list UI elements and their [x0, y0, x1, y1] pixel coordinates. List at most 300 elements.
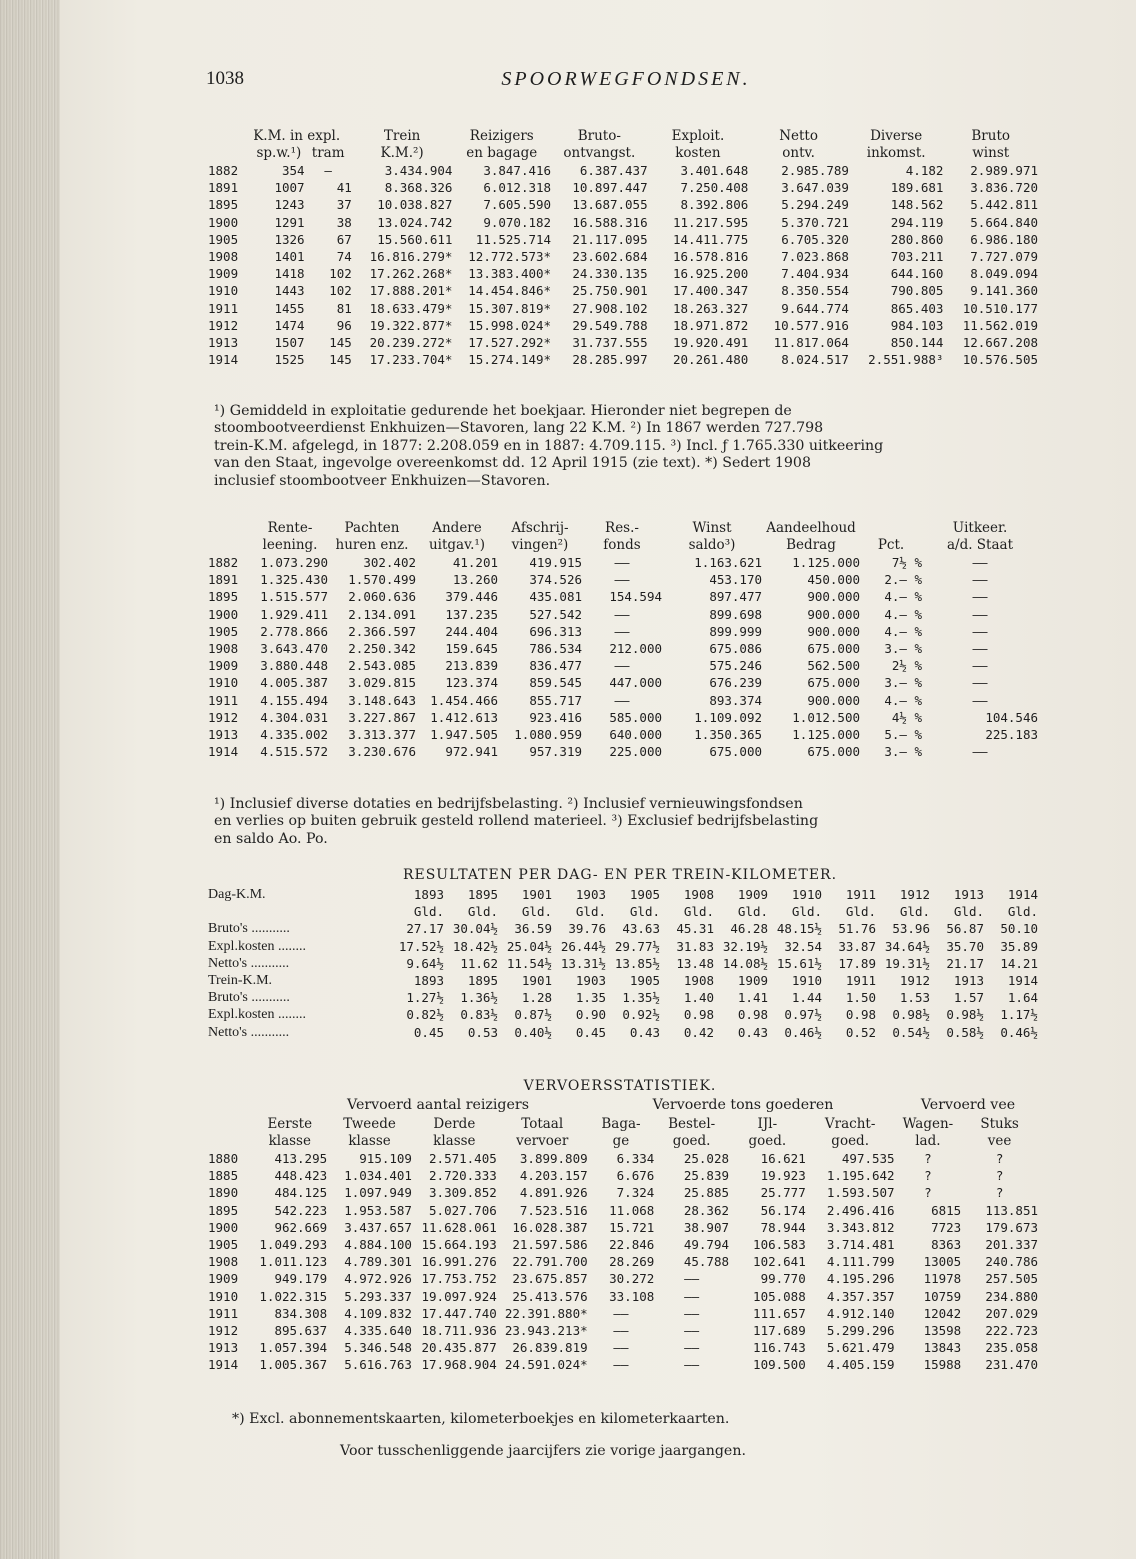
header-cell: a/d. Staat — [946, 537, 1014, 553]
header-cell: ontvangst. — [563, 145, 636, 161]
table-cell: 2.571.405 — [429, 1151, 497, 1166]
table-cell: 4.335.002 — [260, 727, 328, 743]
table-cell: 527.542 — [529, 606, 582, 622]
table-cell: 7.324 — [616, 1185, 655, 1201]
table-cell: 29.77½ — [614, 938, 660, 954]
header-cell: kosten — [675, 145, 721, 161]
table-cell: —— — [972, 658, 988, 674]
row-label: 1910 — [208, 283, 239, 299]
table-cell: 3.230.676 — [348, 744, 416, 760]
table-cell: 14.454.846* — [468, 283, 552, 299]
table-cell: 13.31½ — [560, 955, 606, 971]
table-cell: 45.788 — [683, 1254, 729, 1270]
table-cell: 36.59 — [514, 921, 552, 937]
table-cell: 17.447.740 — [421, 1305, 497, 1321]
table-cell: 5.346.548 — [344, 1340, 412, 1356]
table-cell: 899.698 — [709, 606, 762, 622]
header-row — [208, 520, 1038, 537]
table-cell: 1.28 — [521, 990, 552, 1006]
row-label: 1913 — [208, 727, 239, 743]
table-cell: 189.681 — [890, 180, 944, 196]
header-cell: klasse — [268, 1133, 311, 1149]
table-row — [208, 938, 1038, 955]
table-cell: 1.097.949 — [344, 1185, 412, 1201]
table-cell: 15.61½ — [776, 955, 822, 971]
table-cell: 5.293.337 — [344, 1288, 412, 1304]
table-cell: 25.413.576 — [512, 1288, 588, 1304]
table-cell: 15.998.024* — [468, 317, 552, 333]
table-cell: 4.515.572 — [260, 744, 328, 760]
table-cell: 703.211 — [890, 249, 944, 265]
table-cell: 3.313.377 — [348, 727, 416, 743]
table-cell: 225.183 — [985, 727, 1038, 743]
table-row — [208, 265, 1038, 282]
table-cell: 240.786 — [985, 1254, 1038, 1270]
table-cell: 1913 — [953, 973, 984, 989]
table-cell: 25.777 — [760, 1185, 806, 1201]
row-label: 1911 — [208, 692, 239, 708]
table-cell: 2.989.971 — [970, 163, 1038, 178]
table-cell: 1.515.577 — [260, 589, 328, 605]
table-row — [208, 743, 1038, 760]
table-cell: 949.179 — [274, 1271, 328, 1287]
table-cell: ? — [995, 1151, 1004, 1166]
header-cell: Andere — [432, 520, 482, 536]
table-cell: 29.549.788 — [572, 317, 648, 333]
table-cell: Gld. — [413, 904, 444, 920]
table-cell: Gld. — [899, 904, 930, 920]
table-cell: 213.839 — [445, 658, 498, 674]
table-cell: 13.260 — [452, 572, 498, 588]
table-cell: 4.— % — [884, 606, 922, 622]
table-cell: 30.04½ — [452, 921, 498, 937]
table-cell: 1.53 — [899, 990, 930, 1006]
row-label: 1909 — [208, 658, 239, 674]
table-cell: 3.647.039 — [781, 180, 849, 196]
footnote-line: trein-K.M. afgelegd, in 1877: 2.208.059 en in 1887: 4.709.115. ³) Incl. ƒ 1.765.330 uitkeering — [214, 437, 884, 454]
row-label: 1900 — [208, 1219, 239, 1235]
header-cell: winst — [972, 145, 1010, 161]
row-label: 1905 — [208, 231, 239, 247]
table-cell: 18.263.327 — [673, 300, 749, 316]
header-cell: Diverse — [870, 128, 923, 144]
table-cell: 25.839 — [683, 1168, 729, 1184]
table-cell: 4.109.832 — [344, 1305, 412, 1321]
row-label: 1882 — [208, 555, 239, 570]
table-cell: 33.87 — [838, 938, 876, 954]
row-label: 1912 — [208, 317, 239, 333]
table-row — [208, 1253, 1038, 1270]
table-cell: 13.024.742 — [377, 214, 453, 230]
table-cell: 212.000 — [609, 641, 662, 657]
table-cell: 0.54½ — [892, 1024, 930, 1040]
header-cell: Totaal — [521, 1116, 564, 1132]
table-cell: — — [324, 163, 332, 178]
table-cell: 234.880 — [985, 1288, 1038, 1304]
table-row — [208, 571, 1038, 588]
header-cell — [208, 1133, 252, 1150]
table-cell: 123.374 — [445, 675, 498, 691]
table-row — [208, 317, 1038, 334]
header-cell: Trein — [383, 128, 421, 144]
table-cell: 1.41 — [737, 990, 768, 1006]
table-cell: 4.005.387 — [260, 675, 328, 691]
header-cell: K.M. in expl. — [253, 128, 341, 144]
table-cell: 447.000 — [609, 675, 662, 691]
table-cell: 1912 — [899, 973, 930, 989]
footnote-line: en verlies op buiten gebruik gesteld rollend materieel. ³) Exclusief bedrijfsbelasting — [214, 813, 819, 830]
table-cell: 18.633.479* — [369, 300, 453, 316]
row-label: 1914 — [208, 352, 239, 368]
table-cell: 24.330.135 — [572, 266, 648, 282]
table-cell: 4.155.494 — [260, 692, 328, 708]
table-cell: 4.182 — [905, 163, 944, 178]
table-cell: 5.370.721 — [781, 214, 849, 230]
table-cell: 11.628.061 — [421, 1219, 497, 1235]
table-cell: 5.442.811 — [970, 197, 1038, 213]
table-cell: 644.160 — [890, 266, 944, 282]
header-row — [208, 145, 1038, 162]
table-cell: 1.350.365 — [694, 727, 762, 743]
row-label: 1891 — [208, 180, 239, 196]
table-cell: 1.109.092 — [694, 709, 762, 725]
table-cell: 484.125 — [274, 1185, 328, 1201]
table-cell: 0.58½ — [946, 1024, 984, 1040]
table-cell: 117.689 — [753, 1323, 806, 1339]
finance-footnote — [214, 796, 1044, 848]
table-cell: 1905 — [629, 973, 660, 989]
header-cell: Derde — [433, 1116, 476, 1132]
table-cell: 26.44½ — [560, 938, 606, 954]
table-cell: 1.125.000 — [792, 727, 860, 743]
row-label: 1908 — [208, 641, 239, 657]
table-cell: 19.31½ — [884, 955, 930, 971]
table-cell: 10.038.827 — [377, 197, 453, 213]
table-cell: 448.423 — [274, 1168, 328, 1184]
table-cell: 6.387.437 — [579, 163, 648, 178]
header-row — [208, 1116, 1038, 1133]
table-cell: 1291 — [274, 214, 305, 230]
table-cell: 675.000 — [807, 641, 860, 657]
table-cell: —— — [614, 658, 630, 674]
table-cell: ? — [995, 1168, 1004, 1184]
table-cell: 1.929.411 — [260, 606, 328, 622]
table-cell: 984.103 — [890, 317, 944, 333]
row-label: 1908 — [208, 1254, 239, 1270]
table-cell: —— — [613, 1305, 629, 1321]
header-row — [208, 1133, 1038, 1150]
table-cell: —— — [684, 1323, 700, 1339]
table-cell: —— — [972, 589, 988, 605]
table-cell: ? — [924, 1151, 932, 1166]
table-cell: 13005 — [923, 1254, 962, 1270]
header-cell: Aandeelhoud — [766, 520, 856, 536]
table-row — [208, 1288, 1038, 1305]
table-cell: 16.925.200 — [673, 266, 749, 282]
table-cell: 7.250.408 — [680, 180, 749, 196]
table-row — [208, 640, 1038, 657]
table-cell: 640.000 — [609, 727, 662, 743]
row-label: 1882 — [208, 163, 239, 178]
table-cell: 280.860 — [890, 231, 944, 247]
table-cell: 25.028 — [683, 1151, 729, 1166]
header-cell: fonds — [603, 537, 641, 553]
table-cell: 1243 — [274, 197, 305, 213]
table-cell: 12.667.208 — [962, 335, 1038, 351]
header-cell: IJl- — [757, 1116, 778, 1132]
table-row — [208, 1219, 1038, 1236]
table-cell: 1.35 — [575, 990, 606, 1006]
table-row — [208, 588, 1038, 605]
table-cell: 33.108 — [609, 1288, 655, 1304]
table-cell: 74 — [336, 249, 352, 265]
table-cell: 38.907 — [683, 1219, 729, 1235]
table-cell: 17.233.704* — [369, 352, 453, 368]
table-cell: 1.947.505 — [430, 727, 498, 743]
table-cell: 1.022.315 — [259, 1288, 328, 1304]
header-cell: Pct. — [877, 537, 905, 553]
table-cell: 13.85½ — [614, 955, 660, 971]
table-cell: 5.— % — [884, 727, 922, 743]
table-cell: —— — [614, 692, 630, 708]
table-cell: 6.012.318 — [483, 180, 552, 196]
table-cell: —— — [684, 1271, 700, 1287]
table-row — [208, 554, 1038, 571]
header-cell: Bedrag — [786, 537, 836, 553]
table-cell: —— — [614, 623, 630, 639]
table-cell: 67 — [336, 231, 352, 247]
table-cell: Gld. — [575, 904, 606, 920]
table-cell: 10.510.177 — [962, 300, 1038, 316]
table-row — [208, 886, 1038, 903]
table-cell: 105.088 — [753, 1288, 806, 1304]
table-cell: 675.000 — [709, 744, 762, 760]
header-cell — [208, 537, 252, 554]
table-cell: 13.48 — [676, 955, 714, 971]
book-spine-edge — [0, 0, 60, 1559]
table-row — [208, 692, 1038, 709]
table-cell: 31.737.555 — [572, 335, 648, 351]
table-cell: 8.024.517 — [781, 352, 849, 368]
table-cell: 22.391.880* — [504, 1305, 588, 1321]
table-cell: 3.401.648 — [680, 163, 749, 178]
table-row — [208, 606, 1038, 623]
table-cell: —— — [972, 606, 988, 622]
table-cell: 1.325.430 — [260, 572, 328, 588]
table-cell: 39.76 — [568, 921, 606, 937]
table-cell: 28.285.997 — [572, 352, 648, 368]
table-cell: 1910 — [791, 973, 822, 989]
table-cell: 35.70 — [946, 938, 984, 954]
table-cell: 16.816.279* — [369, 249, 453, 265]
table-row — [208, 300, 1038, 317]
row-label: Netto's ........... — [208, 955, 290, 971]
table-cell: 0.52 — [845, 1024, 876, 1040]
table-row — [208, 1167, 1038, 1184]
header-cell: K.M.²) — [380, 145, 424, 161]
table-cell: 0.83½ — [460, 1007, 498, 1023]
header-cell: vee — [987, 1133, 1012, 1149]
table-cell: 1908 — [683, 973, 714, 989]
table-cell: 0.90 — [575, 1007, 606, 1023]
table-cell: 897.477 — [709, 589, 762, 605]
table-cell: 2.551.988³ — [868, 352, 944, 368]
table-cell: 17.753.752 — [421, 1271, 497, 1287]
table-cell: 5.616.763 — [344, 1357, 412, 1373]
table-cell: —— — [613, 1323, 629, 1339]
header-cell: Bestel- — [668, 1116, 716, 1132]
table-cell: 3.— % — [884, 675, 922, 691]
table-cell: 23.602.684 — [572, 249, 648, 265]
table-cell: 834.308 — [274, 1305, 328, 1321]
table-cell: —— — [614, 555, 630, 570]
header-cell: tram — [311, 145, 345, 161]
header-cell: Uitkeer. — [952, 520, 1008, 536]
table-cell: ? — [924, 1185, 932, 1201]
table-cell: 2.720.333 — [429, 1168, 497, 1184]
table-cell: 24.591.024* — [504, 1357, 588, 1373]
table-cell: 53.96 — [892, 921, 930, 937]
table-row — [208, 1006, 1038, 1023]
table-row — [208, 1202, 1038, 1219]
table-cell: 3.899.809 — [519, 1151, 588, 1166]
table-cell: 1.27½ — [406, 990, 444, 1006]
row-label: 1910 — [208, 675, 239, 691]
row-label: 1913 — [208, 1340, 239, 1356]
table-cell: 15.721 — [609, 1219, 655, 1235]
table-cell: 4.891.926 — [519, 1185, 588, 1201]
table-cell: 0.82½ — [406, 1007, 444, 1023]
table-cell: 16.028.387 — [512, 1219, 588, 1235]
header-row — [208, 128, 1038, 145]
table-cell: 13.383.400* — [468, 266, 552, 282]
table-row — [208, 1270, 1038, 1287]
table-row — [208, 196, 1038, 213]
table-cell: 419.915 — [529, 555, 582, 570]
table-cell: 225.000 — [609, 744, 662, 760]
header-cell: Bruto- — [577, 128, 621, 144]
table-cell: 1.011.123 — [259, 1254, 328, 1270]
table-cell: 201.337 — [985, 1237, 1038, 1253]
table-cell: 21.597.586 — [512, 1237, 588, 1253]
table-cell: —— — [684, 1340, 700, 1356]
table-cell: 675.000 — [807, 675, 860, 691]
table-cell: ? — [924, 1168, 932, 1184]
row-label: 1905 — [208, 623, 239, 639]
table-cell: 6.334 — [616, 1151, 655, 1166]
table-cell: 1903 — [575, 887, 606, 902]
table-cell: —— — [972, 641, 988, 657]
transport-groups — [208, 1097, 1038, 1115]
header-cell: Tweede — [343, 1116, 396, 1132]
header-cell: Winst — [692, 520, 732, 536]
table-cell: 15.560.611 — [377, 231, 453, 247]
header-cell: ontv. — [782, 145, 815, 161]
transport-title: VERVOERSSTATISTIEK. — [523, 1078, 717, 1094]
table-cell: 145 — [329, 352, 352, 368]
table-cell: 1.454.466 — [430, 692, 498, 708]
table-cell: 22.846 — [609, 1237, 655, 1253]
table-cell: 7.605.590 — [483, 197, 552, 213]
table-cell: 1.64 — [1007, 990, 1038, 1006]
table-cell: 2.985.789 — [781, 163, 849, 178]
table-cell: Gld. — [791, 904, 822, 920]
table-cell: 81 — [336, 300, 352, 316]
table-cell: —— — [972, 744, 988, 760]
table-cell: 900.000 — [807, 589, 860, 605]
table-cell: 10.897.447 — [572, 180, 648, 196]
transport-footnote: *) Excl. abonnementskaarten, kilometerboekjes en kilometerkaarten. — [232, 1411, 730, 1427]
table-cell: 11978 — [923, 1271, 962, 1287]
header-cell: Vracht- — [824, 1116, 876, 1132]
header-cell: saldo³) — [688, 537, 736, 553]
header-cell: klasse — [433, 1133, 476, 1149]
table-cell: 56.87 — [946, 921, 984, 937]
table-cell: 37 — [336, 197, 352, 213]
table-cell: 8.392.806 — [680, 197, 749, 213]
table-cell: 16.588.316 — [572, 214, 648, 230]
table-cell: 32.54 — [784, 938, 822, 954]
table-cell: 4.203.157 — [519, 1168, 588, 1184]
table-cell: —— — [614, 572, 630, 588]
row-label: 1900 — [208, 606, 239, 622]
table-cell: 1908 — [683, 887, 714, 902]
table-cell: 14.21 — [1000, 955, 1038, 971]
table-cell: —— — [684, 1305, 700, 1321]
table-cell: 15.664.193 — [421, 1237, 497, 1253]
table-cell: 1.40 — [683, 990, 714, 1006]
table-cell: 6.676 — [616, 1168, 655, 1184]
table-cell: 116.743 — [753, 1340, 806, 1356]
row-label: 1912 — [208, 1323, 239, 1339]
table-cell: 0.40½ — [514, 1024, 552, 1040]
table-cell: 9.070.182 — [483, 214, 552, 230]
table-cell: 20.435.877 — [421, 1340, 497, 1356]
table-row — [208, 1322, 1038, 1339]
table-cell: 154.594 — [609, 589, 662, 605]
header-cell — [208, 520, 252, 537]
table-cell: 1.057.394 — [259, 1340, 328, 1356]
header-cell — [208, 145, 253, 162]
table-cell: 0.97½ — [784, 1007, 822, 1023]
table-cell: 10.577.916 — [773, 317, 849, 333]
row-label: 1891 — [208, 572, 239, 588]
table-cell: 11.817.064 — [773, 335, 849, 351]
table-cell: 972.941 — [445, 744, 498, 760]
page-number: 1038 — [206, 68, 244, 89]
table-cell: 1913 — [953, 887, 984, 902]
table-cell: 9.141.360 — [970, 283, 1038, 299]
table-cell: 676.239 — [709, 675, 762, 691]
table-cell: 893.374 — [709, 692, 762, 708]
table-cell: 0.98½ — [946, 1007, 984, 1023]
row-label: 1908 — [208, 249, 239, 265]
table-cell: 379.446 — [445, 589, 498, 605]
table-cell: 4.— % — [884, 589, 922, 605]
table-cell: 1901 — [521, 887, 552, 902]
table-cell: 4.111.799 — [826, 1254, 895, 1270]
header-cell: sp.w.¹) — [256, 145, 302, 161]
table-cell: 19.920.491 — [673, 335, 749, 351]
header-cell: Afschrij- — [511, 520, 569, 536]
header-row — [208, 537, 1038, 554]
table-row — [208, 972, 1038, 989]
table-cell: 1.57 — [953, 990, 984, 1006]
table-cell: 13598 — [923, 1323, 962, 1339]
table-cell: Gld. — [953, 904, 984, 920]
table-cell: 5.621.479 — [826, 1340, 895, 1356]
table-cell: 1895 — [467, 973, 498, 989]
